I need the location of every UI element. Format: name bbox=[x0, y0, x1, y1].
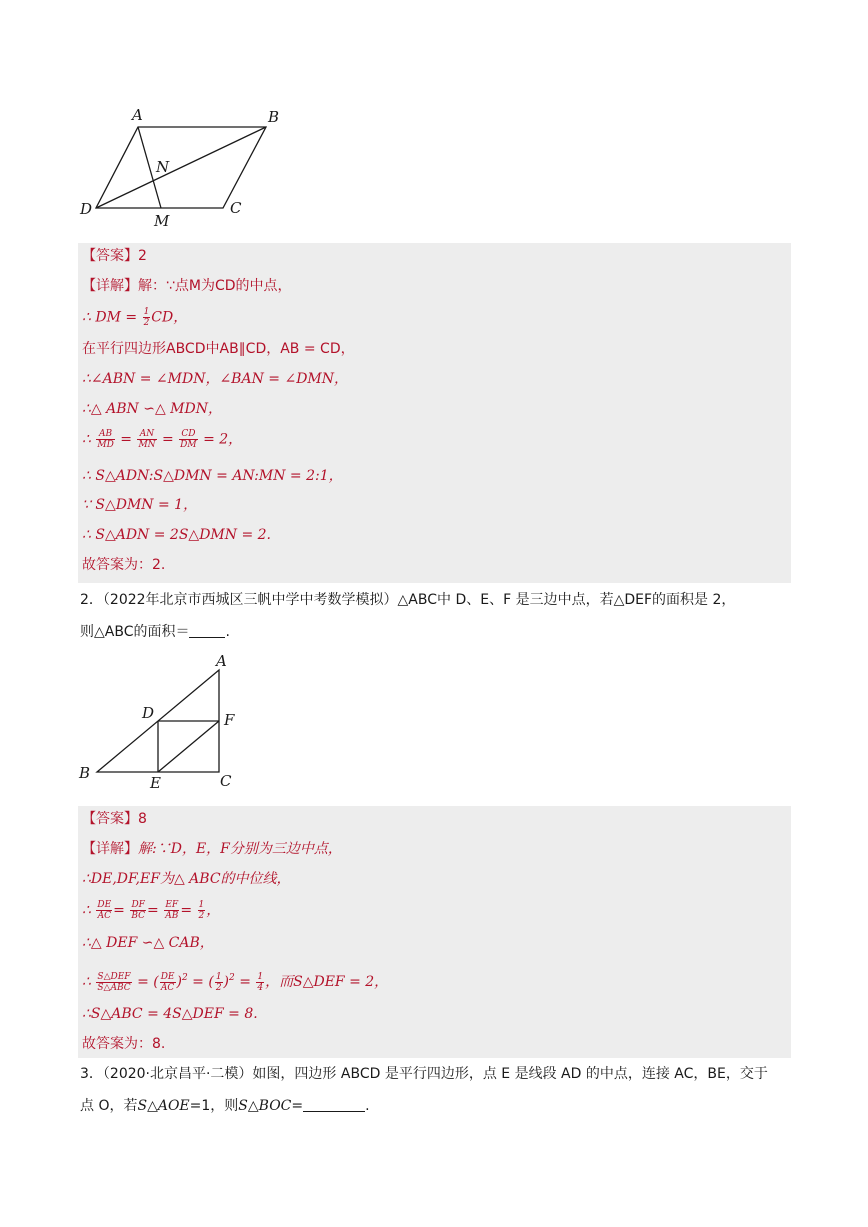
label-D: D bbox=[80, 200, 93, 218]
conclusion-2: 故答案为：8. bbox=[82, 1036, 166, 1052]
detail-line-6: ∴S△ABC = 4S△DEF = 8. bbox=[82, 1006, 258, 1022]
label-F: F bbox=[224, 711, 235, 729]
question-3-line-1: 3．（2020·北京昌平·二模）如图，四边形 ABCD 是平行四边形，点 E 是线段 AD 的中点，连接 AC，BE，交于 bbox=[80, 1066, 768, 1082]
answer-block-2 bbox=[78, 806, 791, 1058]
label-B: B bbox=[79, 764, 91, 782]
detail-line-7: ∴ S△ADN:S△DMN = AN:MN = 2:1， bbox=[82, 468, 343, 484]
label-E: E bbox=[150, 774, 161, 792]
question-2-line-2: 则△ABC的面积＝ . bbox=[80, 624, 230, 640]
answer-label: 【答案】2 bbox=[82, 248, 147, 264]
detail-line-1: 【详解】解：∵点M为CD的中点， bbox=[82, 278, 292, 294]
label-A: A bbox=[132, 106, 143, 124]
detail-line-4: ∴∠ABN = ∠MDN，∠BAN = ∠DMN， bbox=[82, 371, 349, 387]
label-B: B bbox=[268, 108, 280, 126]
detail-line-4: ∴△ DEF ∽△ CAB， bbox=[82, 935, 214, 951]
label-N: N bbox=[156, 158, 170, 176]
detail-line-2: ∴ DM = $\frac{1}{2}$ CD， bbox=[82, 307, 188, 328]
detail-line-5: ∴ $\frac{\text{S△DEF}}{\text{S△ABC}}$ = ( $\frac{DE}{AC}$ )$^2$ = ( $\frac{1}{2}$ )$^2$ = $\frac{1}{4}$ ，而S△DEF = 2， bbox=[82, 971, 389, 993]
conclusion-1: 故答案为：2. bbox=[82, 557, 166, 573]
detail-line-1: 【详解】解:∵D，E，F分别为三边中点， bbox=[82, 841, 342, 857]
detail-line-5: ∴△ ABN ∽△ MDN， bbox=[82, 401, 222, 417]
detail-line-9: ∴ S△ADN = 2S△DMN = 2. bbox=[82, 527, 271, 543]
label-C: C bbox=[220, 772, 232, 790]
question-2-line-1: 2．（2022年北京市西城区三帆中学中考数学模拟）△ABC中 D、E、F 是三边中点，若△DEF的面积是 2， bbox=[80, 592, 736, 608]
label-C: C bbox=[230, 199, 242, 217]
detail-line-3: ∴ $\frac{DE}{AC}$ = $\frac{DF}{BC}$ = $\frac{EF}{AB}$ = $\frac{1}{2}$ ， bbox=[82, 900, 221, 921]
label-M: M bbox=[154, 212, 170, 230]
parallelogram-figure bbox=[70, 100, 300, 235]
triangle-figure bbox=[70, 650, 270, 795]
answer-label: 【答案】8 bbox=[82, 811, 147, 827]
detail-line-3: 在平行四边形ABCD中AB∥CD，AB = CD， bbox=[82, 341, 355, 357]
label-A: A bbox=[216, 652, 227, 670]
detail-line-8: ∵ S△DMN = 1， bbox=[82, 497, 198, 513]
answer-block-1 bbox=[78, 243, 791, 583]
detail-line-2: ∴DE,DF,EF为△ ABC的中位线， bbox=[82, 871, 291, 887]
label-D: D bbox=[142, 704, 155, 722]
detail-line-6: ∴ $\frac{AB}{MD}$ = $\frac{AN}{MN}$ = $\frac{CD}{DM}$ = 2， bbox=[82, 429, 243, 450]
question-3-line-2: 点 O，若S△AOE=1，则S△BOC= . bbox=[80, 1098, 370, 1114]
